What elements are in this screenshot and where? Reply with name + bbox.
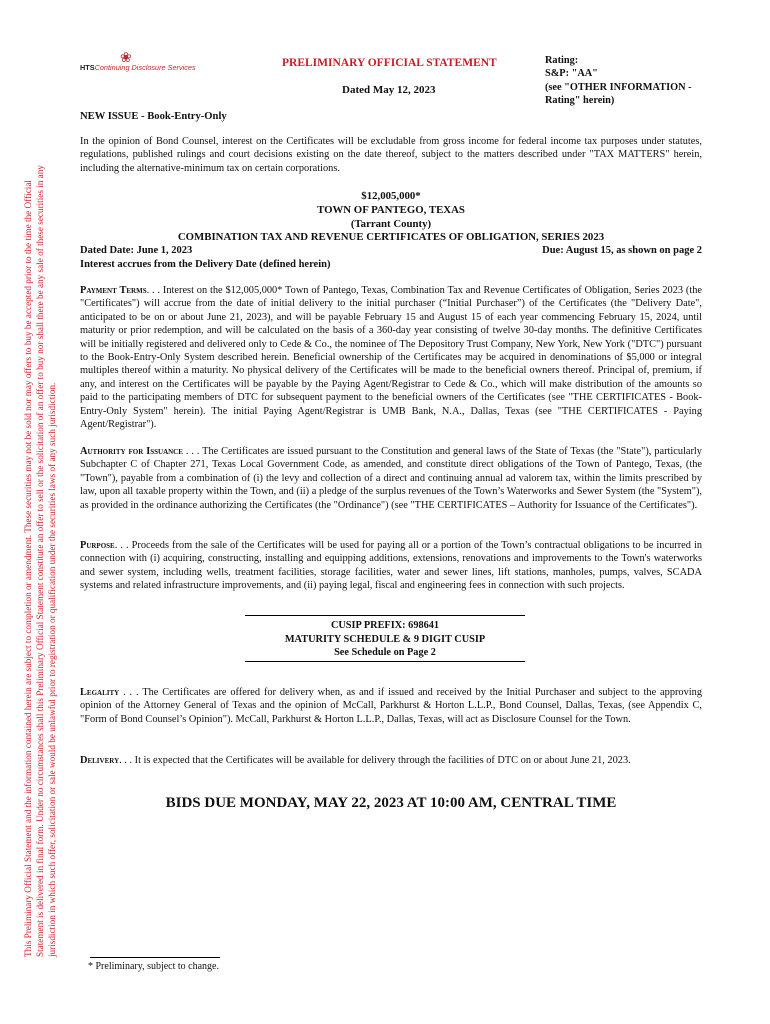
- tax-opinion-paragraph: In the opinion of Bond Counsel, interest on the Certificates will be excludable from gross income for federal income tax purposes under statutes, regulations, published rulings and court decisions existing on the date thereof, subject to the matters described under "TAX MATTERS" herein, including the alternative-minimum tax on certain corporations.: [80, 136, 702, 174]
- schedule-reference: See Schedule on Page 2: [334, 647, 436, 659]
- issuer-name: TOWN OF PANTEGO, TEXAS: [317, 203, 465, 216]
- logo-name: Continuing Disclosure Services: [94, 63, 196, 72]
- authority-paragraph: [80, 445, 702, 512]
- purpose-text: . . . Proceeds from the sale of the Certificates will be used for paying all or a portion of the Town’s contractual obligations to be incurred in connection with (i) acquiring, constructing, installing and equipping additions, extensions, renovations and improvements to the Town's waterworks and sewer system, including wells, treatment facilities, storage facilities, water and sewer lines, lift stations, manholes, pumps, valves, SCADA systems and related infrastructure improvements, and (ii) paying legal, fiscal and engineering fees in connection with such projects.: [80, 540, 702, 592]
- dated-date: Dated Date: June 1, 2023: [80, 245, 193, 256]
- delivery-heading: Delivery: [80, 755, 120, 766]
- issuer-county: (Tarrant County): [350, 217, 432, 230]
- hts-logo: [80, 50, 196, 74]
- disclaimer-line-3: jurisdiction in which such offer, solicitation or sale would be unlawful prior to registration or qualification under the securities laws of any such jurisdiction.: [47, 382, 58, 957]
- interest-accrual: Interest accrues from the Delivery Date (defined herein): [80, 258, 331, 270]
- issue-block: [80, 190, 702, 245]
- disclaimer-sidebar: [0, 0, 70, 1024]
- purpose-paragraph: [80, 539, 702, 593]
- payment-terms-heading: Payment Terms: [80, 285, 147, 296]
- rating-line: (see "OTHER INFORMATION -: [545, 81, 692, 93]
- logo-bird-icon: ❀: [120, 51, 132, 66]
- legality-text: . . . The Certificates are offered for delivery when, as and if issued and received by the Initial Purchaser and subject to the approving opinion of the Attorney General of Texas and the opinion of McCall, Parkhurst & Horton L.L.P., Bond Counsel, Dallas, Texas, (see Appendix C, "Form of Bond Counsel’s Opinion"). McCall, Parkhurst & Horton L.L.P., Dallas, Texas, will act as Disclosure Counsel for the Town.: [80, 687, 702, 725]
- rating-block: [545, 54, 692, 108]
- disclaimer-line-1: This Preliminary Official Statement and the information contained herein are subject to completion or amendment. These securities may not be sold nor may offers to buy be accepted prior to the time the Official: [23, 180, 33, 957]
- footnote-rule: [90, 957, 220, 958]
- issue-title: COMBINATION TAX AND REVENUE CERTIFICATES OF OBLIGATION, SERIES 2023: [177, 231, 605, 244]
- document-title: PRELIMINARY OFFICIAL STATEMENT: [282, 57, 497, 69]
- legality-paragraph: [80, 686, 702, 726]
- delivery-text: . . . It is expected that the Certificates will be available for delivery through the facilities of DTC on or about June 21, 2023.: [119, 755, 631, 766]
- rating-line: Rating:: [545, 55, 579, 66]
- rating-line: S&P: "AA": [545, 68, 598, 80]
- maturity-schedule-label: MATURITY SCHEDULE & 9 DIGIT CUSIP: [284, 633, 486, 645]
- bids-due-banner: BIDS DUE MONDAY, MAY 22, 2023 AT 10:00 AM, CENTRAL TIME: [165, 795, 617, 811]
- disclaimer-line-2: Statement is delivered in final form. Under no circumstances shall this Preliminary Official Statement constitute an offer to sell or the solicitation of an offer to buy nor shall there be any sale of these securities in any: [35, 165, 46, 957]
- document-date: Dated May 12, 2023: [342, 84, 436, 96]
- payment-terms-paragraph: [80, 284, 702, 431]
- rating-line: Rating" herein): [545, 95, 615, 107]
- dates-block: [80, 244, 702, 271]
- authority-heading: Authority for Issuance: [80, 446, 183, 457]
- legality-heading: Legality: [80, 687, 120, 698]
- cusip-prefix: CUSIP PREFIX: 698641: [330, 620, 440, 631]
- cusip-box: [245, 615, 525, 662]
- issue-amount: $12,005,000*: [361, 190, 421, 202]
- purpose-heading: Purpose: [80, 540, 115, 551]
- due-date: Due: August 15, as shown on page 2: [542, 245, 702, 256]
- delivery-paragraph: [80, 754, 702, 767]
- logo-prefix: HTS: [80, 63, 95, 72]
- authority-text: . . . The Certificates are issued pursuant to the Constitution and general laws of the State of Texas (the "State"), particularly Subchapter C of Chapter 271, Texas Local Government Code, as amended, and constitute direct obligations of the Town of Pantego, Texas, (the "Town"), payable from a combination of (i) the levy and collection of a direct and continuing annual ad valorem tax, within the limits prescribed by law, upon all taxable property within the Town, and (ii) a pledge of the surplus revenues of the Town’s Waterworks and Sewer System (the "System"), as provided in the ordinance authorizing the Certificates (the "Ordinance") (see "THE CERTIFICATES – Authority for Issuance of the Certificates").: [80, 446, 702, 511]
- payment-terms-text: . . . Interest on the $12,005,000* Town of Pantego, Texas, Combination Tax and Revenue Certificates of Obligation, Series 2023 (the "Certificates") will accrue from the date of initial delivery to the initial purchaser (“Initial Purchaser”) of the Certificates (the "Delivery Date", anticipated to be on or about June 21, 2023), and will be payable February 15 and August 15 of each year commencing February 15, 2024, until maturity or prior redemption, and will be calculated on the basis of a 360-day year consisting of twelve 30-day months. The definitive Certificates will be initially registered and delivered only to Cede & Co., the nominee of The Depository Trust Company, New York, New York ("DTC") pursuant to the Book-Entry-Only System described herein. Beneficial ownership of the Certificates may be acquired in denominations of $5,000 or integral multiples thereof within a maturity. No physical delivery of the Certificates will be made to the beneficial owners thereof. Principal of, premium, if any, and interest on the Certificates will be payable by the Paying Agent/Registrar to Cede & Co., which will make distribution of the amounts so paid to the participating members of DTC for subsequent payment to the beneficial owners of the Certificates (see "THE CERTIFICATES - Book-Entry-Only System" herein). The initial Paying Agent/Registrar is UMB Bank, N.A., Dallas, Texas (see "THE CERTIFICATES - Paying Agent/Registrar").: [80, 285, 703, 431]
- footnote: * Preliminary, subject to change.: [88, 961, 219, 972]
- new-issue-label: NEW ISSUE - Book-Entry-Only: [80, 111, 227, 122]
